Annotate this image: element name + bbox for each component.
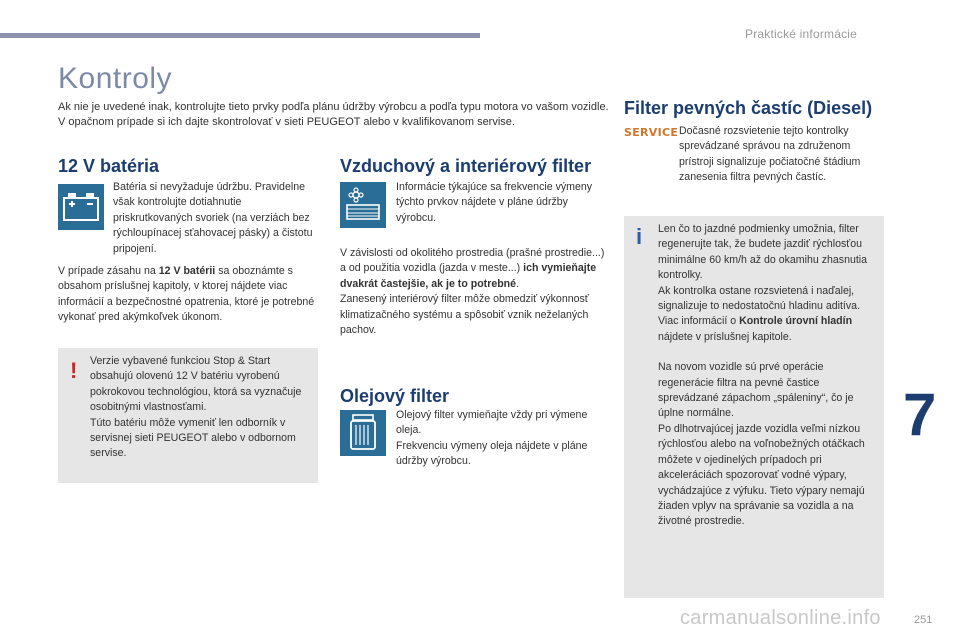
dpf-heading: Filter pevných častíc (Diesel) (624, 98, 873, 118)
page-number: 251 (914, 614, 933, 626)
section-label: Praktické informácie (745, 27, 858, 41)
service-warning-icon: SERVICE (624, 126, 679, 139)
oil-filter-icon (340, 410, 386, 456)
air-filter-text: Informácie týkajúce sa frekvencie výmeny týchto prvkov nájdete v pláne údržby výrobcu. (396, 181, 593, 224)
dpf-info-box (624, 216, 884, 598)
watermark: carmanualsonline.info (680, 607, 881, 629)
warning-text: Verzie vybavené funkciou Stop & Start obsahujú olovenú 12 V batériu vyrobenú pokrokovou technológiou, ktorá sa vyznačuje osobitnými vlastnosťami. Túto batériu môže vymeniť len odborník v servisnej sieti PEUGEOT alebo v odbornom servise. (90, 355, 302, 460)
oil-filter-heading: Olejový filter (340, 386, 450, 406)
page-title: Kontroly (58, 62, 173, 95)
air-filter-heading: Vzduchový a interiérový filter (340, 156, 592, 176)
warning-icon: ! (70, 358, 78, 383)
dpf-text: Dočasné rozsvietenie tejto kontrolky sprevádzané správou na združenom prístroji signalizuje počiatočné štádium zanesenia filtra pevných častíc. (679, 125, 861, 184)
intro-text: Ak nie je uvedené inak, kontrolujte tieto prvky podľa plánu údržby výrobcu a podľa typu motora vo vašom vozidle. V opačnom prípade si ich dajte skontrolovať v sieti PEUGEOT alebo v kvalifikovanom servise. (58, 101, 609, 128)
air-filter-icon (340, 182, 386, 228)
header-bar (0, 33, 480, 38)
battery-text: Batéria si nevyžaduje údržbu. Pravidelne však kontrolujte dotiahnutie priskrutkovaných svoriek (na verziách bez rýchloupínacej sťahovacej pásky) a čistotu pripojení. (113, 181, 313, 255)
battery-warning-box (58, 348, 318, 483)
battery-icon (58, 184, 104, 230)
chapter-number: 7 (903, 381, 937, 448)
info-text: Len čo to jazdné podmienky umožnia, filter regenerujte tak, že budete jazdiť rýchlosťou minimálne 60 km/h až do okamihu zhasnutia kontrolky. Ak kontrolka ostane rozsvietená i naďalej, signalizuje to nedostatočnú hladinu aditíva. Viac informácií o Kontrole úrovní hladín nájdete v príslušnej kapitole. Na novom vozidle sú prvé operácie regenerácie filtra na pevné častice sprevádzané zápachom „spáleniny“, čo je úplne normálne. Po dlhotrvajúcej jazde vozidla veľmi nízkou rýchlosťou alebo na voľnobežných otáčkach môžete v ojedinelých prípadoch pri akceleráciách spozorovať vodné výpary, vychádzajúce z výfuku. Tieto výpary nemajú žiaden vplyv na správanie sa vozidla a na životné prostredie. (658, 223, 868, 528)
oil-filter-text: Olejový filter vymieňajte vždy pri výmene oleja. Frekvenciu výmeny oleja nájdete v pláne údržby výrobcu. (396, 409, 588, 468)
battery-heading: 12 V batéria (58, 156, 160, 176)
battery-intervention-text: V prípade zásahu na 12 V batérii sa oboznámte s obsahom príslušnej kapitoly, v ktorej nájdete viac informácií a bezpečnostné opatrenia, ktoré je potrebné vykonať pred akýmkoľvek úkonom. (58, 265, 315, 324)
info-icon: i (636, 224, 643, 249)
air-filter-conditions-text: V závislosti od okolitého prostredia (prašné prostredie...) a od použitia vozidla (jazda v meste...) ich vymieňajte dvakrát častejšie, ak je to potrebné. Zanesený interiérový filter môže obmedziť výkonnosť klimatizačného systému a spôsobiť vznik neželaných pachov. (340, 247, 605, 337)
